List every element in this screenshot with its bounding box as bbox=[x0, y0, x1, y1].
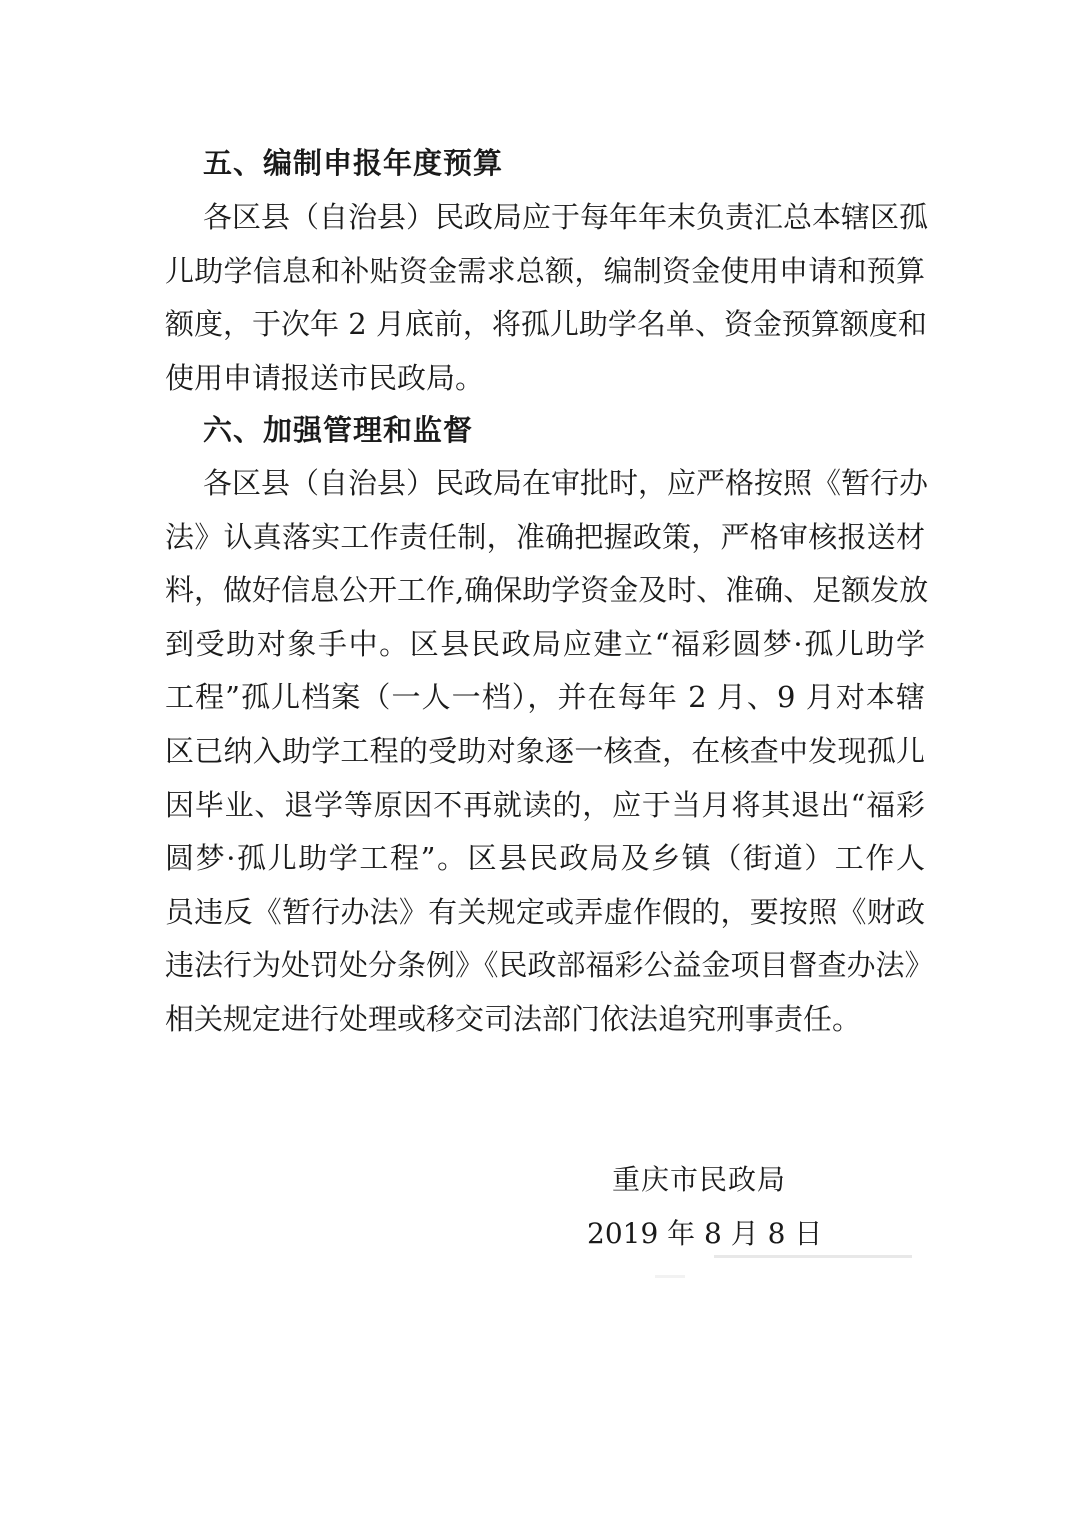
paragraph-line: 圆梦·孤儿助学工程”。区县民政局及乡镇（街道）工作人 bbox=[165, 841, 925, 876]
section-6-paragraph bbox=[165, 457, 934, 1047]
signature-date: 2019 年 8 月 8 日 bbox=[587, 1217, 823, 1250]
paragraph-line: 各区县（自治县）民政局在审批时，应严格按照《暂行办 bbox=[203, 466, 929, 500]
paragraph-line: 区已纳入助学工程的受助对象逐一核查，在核查中发现孤儿 bbox=[165, 733, 925, 768]
paragraph-line: 料，做好信息公开工作,确保助学资金及时、准确、足额发放 bbox=[165, 573, 929, 608]
section-5-paragraph bbox=[165, 191, 929, 405]
paragraph-line: 法》认真落实工作责任制，准确把握政策，严格审核报送材 bbox=[165, 519, 925, 554]
paragraph-line: 到受助对象手中。区县民政局应建立“福彩圆梦·孤儿助学 bbox=[165, 626, 925, 661]
paragraph-line: 因毕业、退学等原因不再就读的，应于当月将其退出“福彩 bbox=[165, 787, 925, 822]
paragraph-line: 儿助学信息和补贴资金需求总额，编制资金使用申请和预算 bbox=[165, 253, 925, 288]
paragraph-line: 违法行为处罚处分条例》《民政部福彩公益金项目督查办法》 bbox=[165, 948, 934, 983]
scan-artifact bbox=[655, 1275, 685, 1278]
paragraph-line: 使用申请报送市民政局。 bbox=[165, 360, 485, 395]
section-5-heading: 五、编制申报年度预算 bbox=[203, 146, 504, 180]
paragraph-line: 额度，于次年 2 月底前，将孤儿助学名单、资金预算额度和 bbox=[165, 307, 927, 342]
paragraph-line: 员违反《暂行办法》有关规定或弄虚作假的，要按照《财政 bbox=[165, 894, 925, 929]
paragraph-line: 工程”孤儿档案（一人一档），并在每年 2 月、9 月对本辖 bbox=[165, 680, 925, 715]
section-6-heading: 六、加强管理和监督 bbox=[203, 413, 474, 447]
paragraph-line: 相关规定进行处理或移交司法部门依法追究刑事责任。 bbox=[165, 1001, 862, 1036]
signature-organization: 重庆市民政局 bbox=[612, 1163, 787, 1196]
scan-artifact bbox=[714, 1255, 912, 1258]
paragraph-line: 各区县（自治县）民政局应于每年年末负责汇总本辖区孤 bbox=[203, 200, 929, 234]
